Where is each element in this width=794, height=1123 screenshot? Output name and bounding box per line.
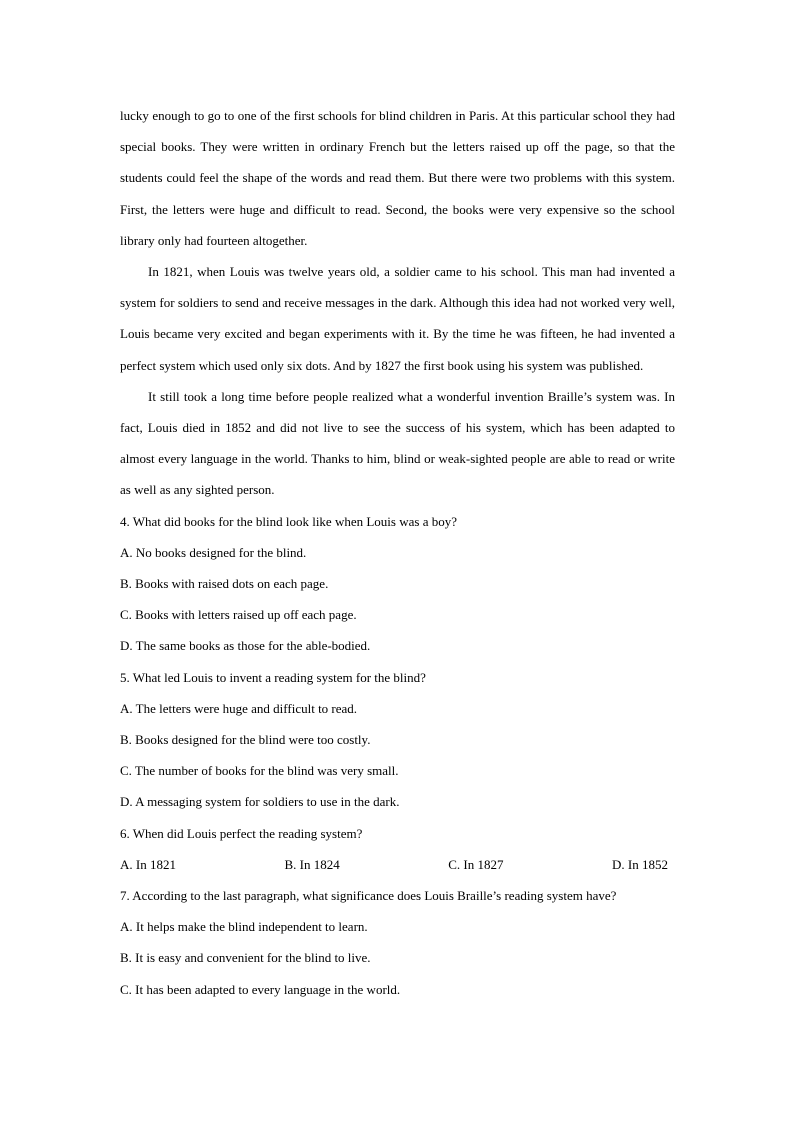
document-page <box>120 100 675 1005</box>
question-stem: 4. What did books for the blind look like when Louis was a boy? <box>120 513 457 529</box>
answer-option: A. The letters were huge and difficult to read. <box>120 700 358 716</box>
answer-option: D. In 1852 <box>612 856 668 872</box>
answer-option: C. Books with letters raised up off each page. <box>120 607 357 623</box>
answer-option: C. In 1827 <box>448 856 504 872</box>
question-7 <box>120 880 675 1005</box>
question-5 <box>120 662 675 818</box>
question-stem: 5. What led Louis to invent a reading system for the blind? <box>120 669 426 685</box>
answer-option: B. In 1824 <box>284 856 340 872</box>
question-6 <box>120 818 675 880</box>
passage-paragraph: lucky enough to go to one of the first schools for blind children in Paris. At this particular school they had special books. They were written in ordinary French but the letters raised up off the page, so that the students could feel the shape of the words and read them. But there were two problems with this system. First, the letters were huge and difficult to read. Second, the books were very expensive so the school library only had fourteen altogether. <box>120 108 675 248</box>
answer-option: C. It has been adapted to every language in the world. <box>120 981 401 997</box>
answer-option: B. It is easy and convenient for the blind to live. <box>120 950 371 966</box>
question-stem: 6. When did Louis perfect the reading system? <box>120 825 363 841</box>
question-stem: 7. According to the last paragraph, what significance does Louis Braille’s reading system have? <box>120 888 617 904</box>
answer-option: A. In 1821 <box>120 856 176 872</box>
passage-paragraph: In 1821, when Louis was twelve years old, a soldier came to his school. This man had invented a system for soldiers to send and receive messages in the dark. Although this idea had not worked very well, Louis became very excited and began experiments with it. By the time he was fifteen, he had invented a perfect system which used only six dots. And by 1827 the first book using his system was published. <box>120 264 675 373</box>
answer-option: C. The number of books for the blind was very small. <box>120 763 399 779</box>
answer-option: B. Books with raised dots on each page. <box>120 576 329 592</box>
answer-option: D. A messaging system for soldiers to use in the dark. <box>120 794 400 810</box>
question-4 <box>120 506 675 662</box>
answer-option: B. Books designed for the blind were too costly. <box>120 732 371 748</box>
passage-paragraph: It still took a long time before people realized what a wonderful invention Braille’s system was. In fact, Louis died in 1852 and did not live to see the success of his system, which has been adapted to almost every language in the world. Thanks to him, blind or weak-sighted people are able to read or write as well as any sighted person. <box>120 388 675 498</box>
answer-option: A. It helps make the blind independent to learn. <box>120 919 368 935</box>
answer-option: A. No books designed for the blind. <box>120 544 307 560</box>
answer-option-row <box>120 849 675 880</box>
answer-option: D. The same books as those for the able-bodied. <box>120 638 371 654</box>
